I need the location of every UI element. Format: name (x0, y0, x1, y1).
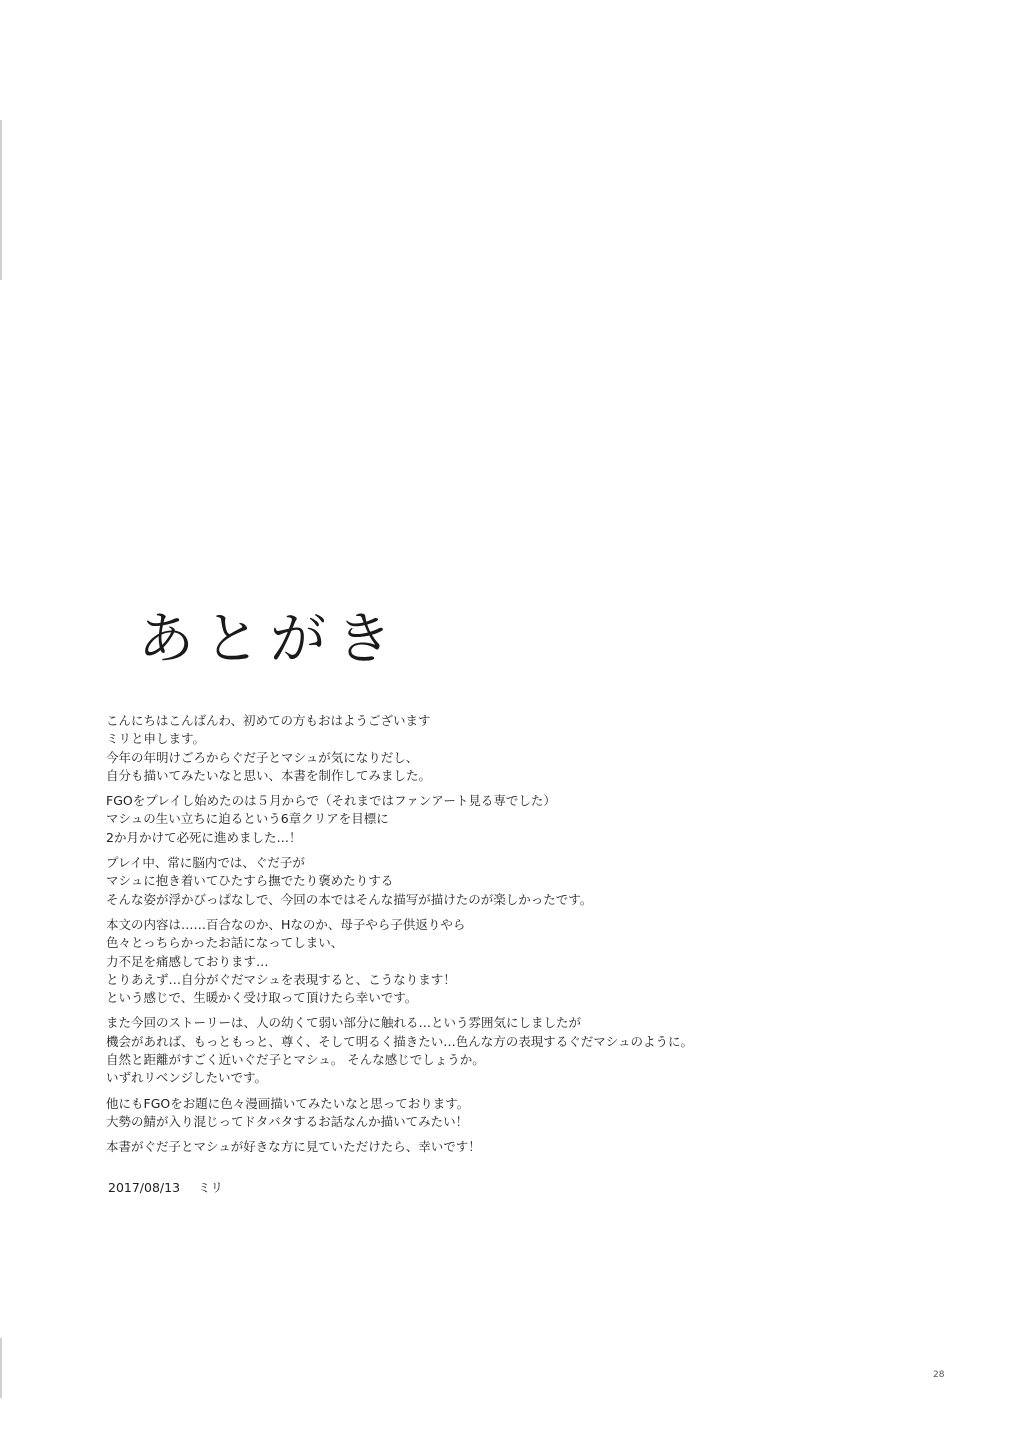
scan-edge-mark (0, 120, 2, 280)
signature-author: ミリ (198, 1180, 224, 1195)
text-line: 本書がぐだ子とマシュが好きな方に見ていただけたら、幸いです！ (106, 1139, 481, 1155)
page-number: 28 (933, 1370, 945, 1380)
paragraph (106, 916, 986, 1007)
text-line: プレイ中、常に脳内では、ぐだ子が (106, 855, 305, 871)
text-line: 力不足を痛感しております… (106, 953, 269, 969)
text-line: いずれリベンジしたいです。 (106, 1070, 267, 1086)
paragraph (106, 854, 986, 909)
paragraph (106, 1138, 986, 1156)
text-line: 自然と距離がすごく近いぐだ子とマシュ。 そんな感じでしょうか。 (106, 1052, 485, 1068)
signature (108, 1178, 223, 1196)
paragraph (106, 1014, 986, 1087)
afterword-body (106, 712, 986, 1164)
paragraph (106, 712, 986, 785)
text-line: 2か月かけて必死に進めました…！ (106, 829, 302, 845)
scan-edge-mark (0, 1338, 2, 1398)
signature-date: 2017/08/13 (108, 1180, 181, 1195)
text-line: また今回のストーリーは、人の幼くて弱い部分に触れる…という雰囲気にしましたが (106, 1015, 582, 1031)
text-line: 今年の年明けごろからぐだ子とマシュが気になりだし、 (106, 749, 419, 765)
text-line: マシュに抱き着いてひたすら撫でたり褒めたりする (106, 873, 394, 889)
paragraph (106, 792, 986, 847)
text-line: こんにちはこんばんわ、初めての方もおはようございます (106, 713, 431, 728)
text-line: 機会があれば、もっともっと、尊く、そして明るく描きたい…色んな方の表現するぐだマシュのように。 (106, 1033, 694, 1049)
text-line: 他にもFGOをお題に色々漫画描いてみたいなと思っております。 (106, 1095, 470, 1111)
text-line: ミリと申します。 (106, 731, 206, 747)
text-line: とりあえず…自分がぐだマシュを表現すると、こうなります！ (106, 971, 456, 987)
text-line: 大勢の鯖が入り混じってドタバタするお話なんか描いてみたい！ (106, 1113, 469, 1129)
text-line: マシュの生い立ちに迫るという6章クリアを目標に (106, 811, 389, 827)
page-title: あとがき (138, 607, 402, 672)
text-line: FGOをプレイし始めたのは５月からで（それまではファンアート見る専でした） (106, 793, 556, 809)
text-line: という感じで、生暖かく受け取って頂けたら幸いです。 (106, 990, 418, 1006)
text-line: そんな姿が浮かびっぱなしで、今回の本ではそんな描写が描けたのが楽しかったです。 (106, 891, 593, 907)
text-line: 本文の内容は……百合なのか、Hなのか、母子やら子供返りやら (106, 916, 466, 932)
paragraph (106, 1095, 986, 1132)
text-line: 色々とっちらかったお話になってしまい、 (106, 935, 344, 951)
text-line: 自分も描いてみたいなと思い、本書を制作してみました。 (106, 767, 432, 783)
